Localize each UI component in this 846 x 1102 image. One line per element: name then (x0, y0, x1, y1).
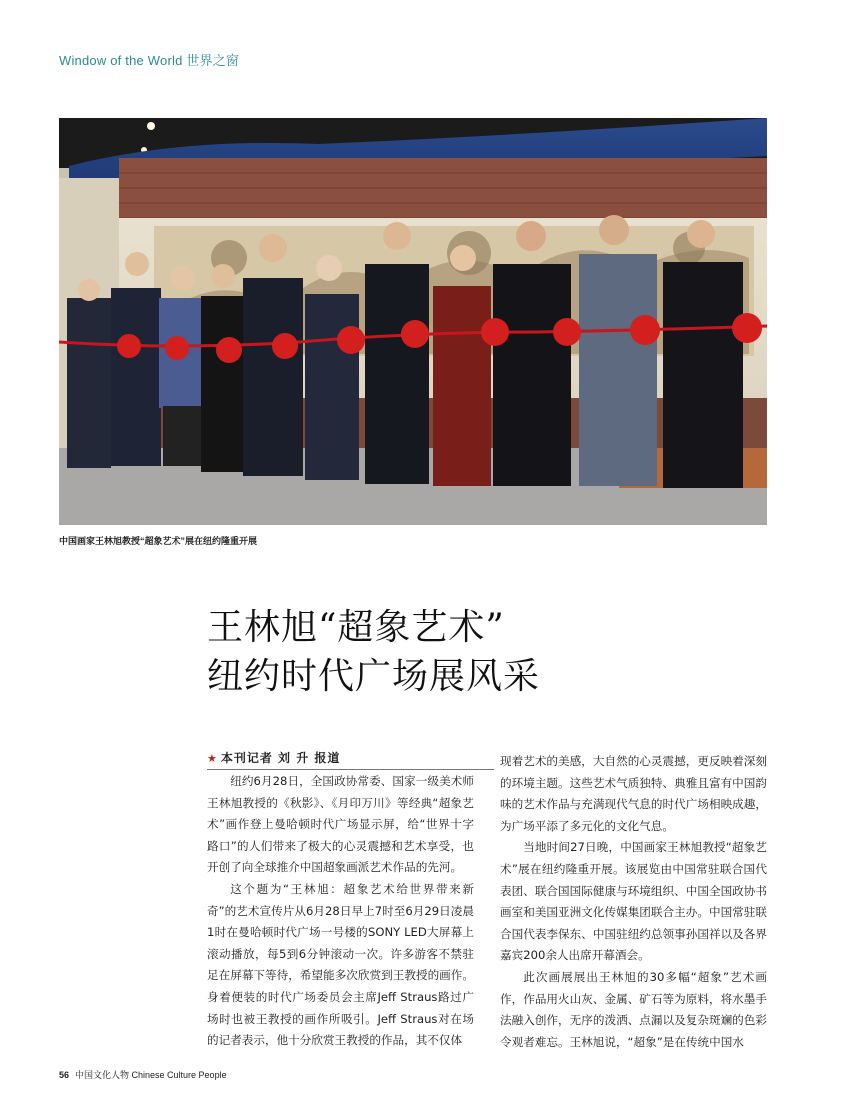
page-footer (59, 1068, 227, 1081)
paragraph: 现着艺术的美感，大自然的心灵震撼，更反映着深刻的环境主题。这些艺术气质独特、典雅且富有中国韵味的艺术作品与充满现代气息的时代广场相映成趣，为广场平添了多元化的文化气息。 (500, 754, 767, 833)
ribbon-cutting-ceremony-photo (59, 118, 767, 525)
publication-name: 中国文化人物 Chinese Culture People (75, 1070, 227, 1080)
section-label: Window of the World 世界之窗 (59, 53, 240, 68)
byline (207, 749, 494, 770)
paragraph: 纽约6月28日，全国政协常委、国家一级美术师王林旭教授的《秋影》、《月印万川》等经典“超象艺术”画作登上曼哈顿时代广场显示屏，给“世界十字路口”的人们带来了极大的心灵震撼和艺术享受，也开创了向全球推介中国超象画派艺术作品的先河。 (207, 774, 474, 875)
star-icon: ★ (207, 752, 217, 765)
headline-line-2: 纽约时代广场展风采 (207, 656, 541, 697)
paragraph: 当地时间27日晚，中国画家王林旭教授“超象艺术”展在纽约隆重开展。该展览由中国常驻联合国代表团、联合国国际健康与环境组织、中国全国政协书画室和美国亚洲文化传媒集团联合主办。中国常驻联合国代表李保东、中国驻纽约总领事孙国祥以及各界嘉宾200余人出席开幕酒会。 (500, 840, 767, 963)
article-column-left (207, 771, 474, 1052)
photo-caption: 中国画家王林旭教授“超象艺术”展在纽约隆重开展 (59, 536, 258, 546)
page-number: 56 (59, 1070, 70, 1080)
article-headline (207, 603, 540, 701)
paragraph: 此次画展展出王林旭的30多幅“超象”艺术画作，作品用火山灰、金属、矿石等为原料，将水墨手法融入创作，无序的泼洒、点漏以及复杂斑斓的色彩令观者难忘。王林旭说，“超象”是在传统中国水 (500, 969, 767, 1049)
headline-line-1: 王林旭“超象艺术” (207, 607, 505, 648)
byline-text: 本刊记者 刘 升 报道 (220, 751, 341, 765)
article-column-right (500, 751, 767, 1053)
paragraph: 这个题为“王林旭：超象艺术给世界带来新奇”的艺术宣传片从6月28日早上7时至6月29日凌晨1时在曼哈顿时代广场一号楼的SONY LED大屏幕上滚动播放，每5到6分钟滚动一次。许多游客不禁驻足在屏幕下等待，希望能多次欣赏到王教授的画作。身着便装的时代广场委员会主席Jeff Straus路过广场时也被王教授的画作所吸引。Jeff Straus对在场的记者表示，他十分欣赏王教授的作品，其不仅体 (207, 881, 474, 1048)
